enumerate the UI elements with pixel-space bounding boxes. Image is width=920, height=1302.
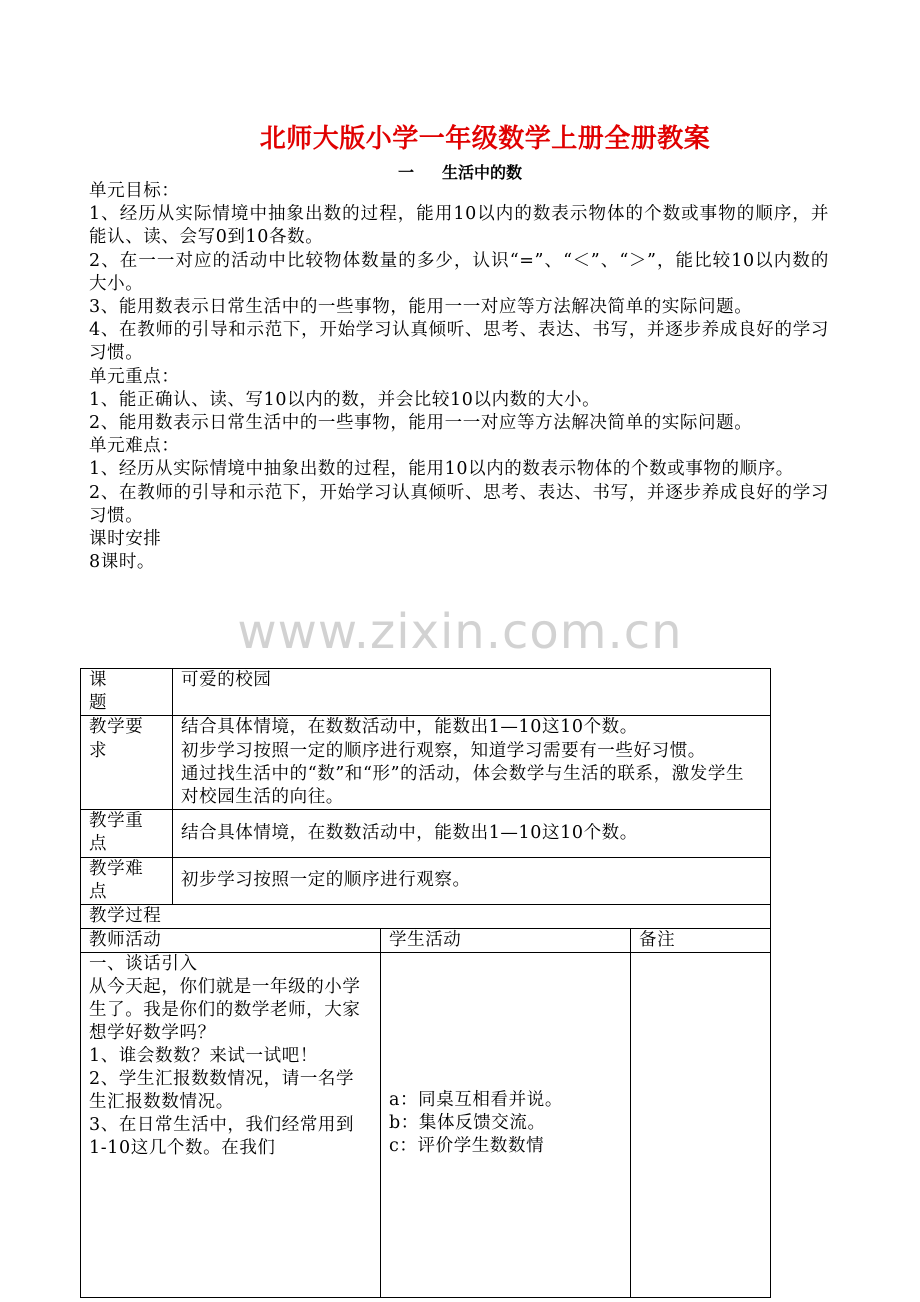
schedule-heading: 课时安排	[89, 529, 162, 550]
process-row	[81, 905, 771, 929]
activity-row	[81, 953, 771, 1298]
key-item: 1、能正确认、读、写10以内的数，并会比较10以内数的大小。	[89, 389, 601, 410]
process-label: 教学过程	[81, 905, 771, 929]
goal-item: 2、在一一对应的活动中比较物体数量的多少，认识“=”、“＜”、“＞”，能比较10以内数的大小。	[89, 250, 829, 294]
teacher-line: 1、谁会数数？来试一试吧！	[89, 1046, 318, 1067]
teacher-line: 3、在日常生活中，我们经常用到1-10这几个数。在我们	[89, 1115, 355, 1159]
key-value: 结合具体情境，在数数活动中，能数出1—10这10个数。	[173, 810, 771, 857]
student-column-header: 学生活动	[381, 929, 631, 953]
difficult-heading: 单元难点：	[89, 436, 180, 457]
teacher-activity	[81, 953, 381, 1298]
column-header-row	[81, 929, 771, 953]
difficulty-label: 教学难点	[81, 857, 173, 904]
goal-item: 1、经历从实际情境中抽象出数的过程，能用10以内的数表示物体的个数或事物的顺序，并能认、读、会写0到10各数。	[89, 204, 829, 248]
difficulty-row	[81, 857, 771, 904]
teacher-line: 2、学生汇报数数情况，请一名学生汇报数数情况。	[89, 1069, 355, 1113]
teacher-line: 从今天起，你们就是一年级的小学生了。我是你们的数学老师，大家想学好数学吗？	[89, 977, 361, 1044]
student-line: c：评价学生数数情	[389, 1136, 545, 1157]
section-name: 生活中的数	[442, 163, 523, 182]
section-number: 一	[397, 163, 414, 182]
goal-item: 3、能用数表示日常生活中的一些事物，能用一一对应等方法解决简单的实际问题。	[89, 297, 753, 318]
notes-cell	[631, 953, 771, 1298]
key-item: 2、能用数表示日常生活中的一些事物，能用一一对应等方法解决简单的实际问题。	[89, 413, 753, 434]
requirements-value	[173, 716, 771, 810]
watermark: www.zixin.com.cn	[237, 604, 683, 660]
lesson-plan-table	[80, 668, 771, 1298]
difficulty-value: 初步学习按照一定的顺序进行观察。	[173, 857, 771, 904]
requirement-item: 通过找生活中的“数”和“形”的活动，体会数学与生活的联系，激发学生对校园生活的向往。	[181, 763, 745, 808]
topic-label: 课题	[81, 669, 173, 716]
notes-column-header: 备注	[631, 929, 771, 953]
unit-overview	[89, 180, 829, 574]
schedule-text: 8课时。	[89, 552, 156, 573]
key-heading: 单元重点：	[89, 366, 180, 387]
topic-value: 可爱的校园	[173, 669, 771, 716]
requirement-item: 初步学习按照一定的顺序进行观察，知道学习需要有一些好习惯。	[181, 740, 706, 761]
requirement-item: 结合具体情境，在数数活动中，能数出1—10这10个数。	[181, 717, 638, 738]
key-label: 教学重点	[81, 810, 173, 857]
student-line: b：集体反馈交流。	[389, 1113, 546, 1134]
document-title: 北师大版小学一年级数学上册全册教案	[259, 124, 711, 154]
requirements-label: 教学要求	[81, 716, 173, 810]
goals-heading: 单元目标：	[89, 181, 180, 201]
key-row	[81, 810, 771, 857]
requirements-row	[81, 716, 771, 810]
teacher-line: 一、谈话引入	[89, 954, 198, 975]
difficult-item: 2、在教师的引导和示范下，开始学习认真倾听、思考、表达、书写，并逐步养成良好的学习习惯。	[89, 482, 829, 526]
topic-row	[81, 669, 771, 716]
difficult-item: 1、经历从实际情境中抽象出数的过程，能用10以内的数表示物体的个数或事物的顺序。	[89, 459, 794, 480]
goal-item: 4、在教师的引导和示范下，开始学习认真倾听、思考、表达、书写，并逐步养成良好的学习习惯。	[89, 320, 829, 364]
student-line: a：同桌互相看并说。	[389, 1090, 563, 1111]
student-activity	[381, 953, 631, 1298]
teacher-column-header: 教师活动	[81, 929, 381, 953]
